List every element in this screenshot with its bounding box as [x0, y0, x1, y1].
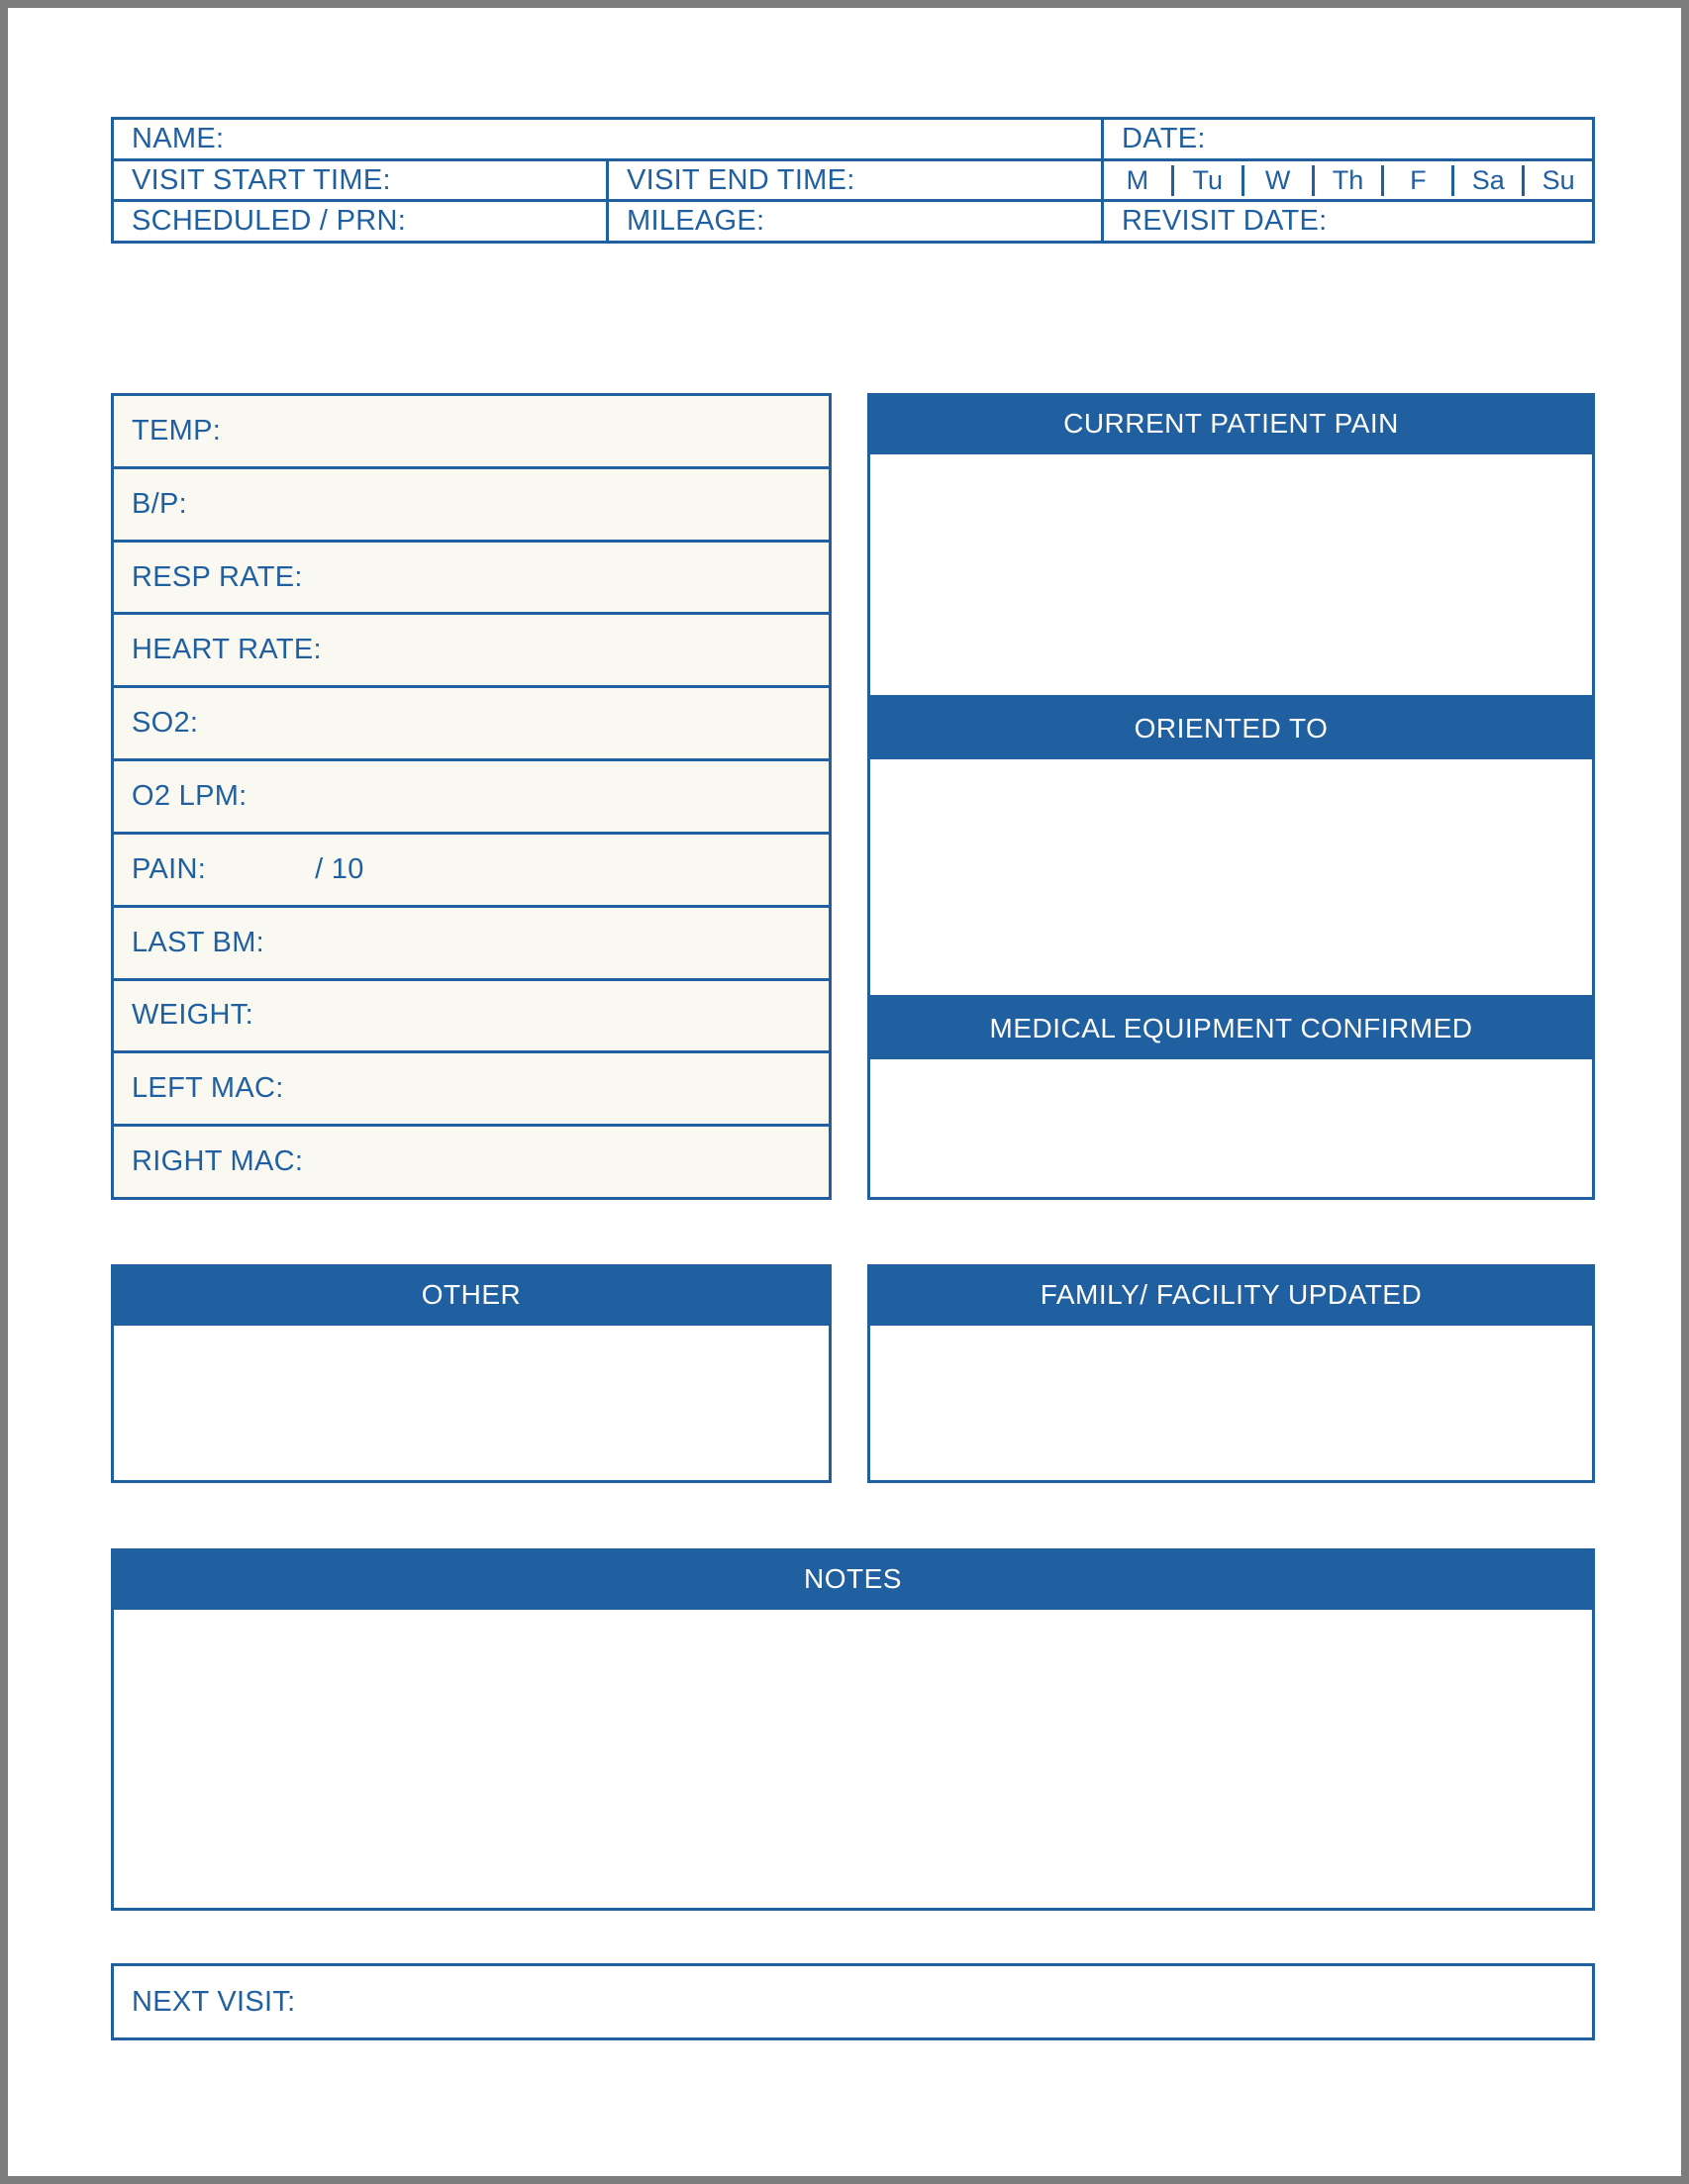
date-label: DATE:: [1122, 122, 1206, 154]
form-page: [8, 8, 1681, 2176]
table-row: [114, 161, 1592, 203]
vitals-row-so2[interactable]: [114, 688, 829, 761]
table-row: [114, 120, 1592, 161]
pain-scale-suffix: / 10: [315, 852, 364, 885]
resp-rate-label: RESP RATE:: [132, 560, 303, 593]
vitals-table: [111, 393, 832, 1200]
current-patient-pain-input[interactable]: [867, 454, 1595, 698]
vitals-row-right-mac[interactable]: [114, 1127, 829, 1197]
notes-header: NOTES: [111, 1548, 1595, 1610]
family-facility-updated-header: FAMILY/ FACILITY UPDATED: [867, 1264, 1595, 1326]
vitals-row-bp[interactable]: [114, 469, 829, 543]
last-bm-label: LAST BM:: [132, 926, 265, 958]
day-cell-friday[interactable]: F: [1384, 165, 1454, 196]
so2-label: SO2:: [132, 707, 199, 740]
family-facility-updated-input[interactable]: [867, 1326, 1595, 1483]
revisit-date-label: REVISIT DATE:: [1122, 205, 1328, 238]
revisit-date-cell[interactable]: [1104, 202, 1592, 241]
name-cell[interactable]: [114, 120, 1104, 158]
other-header: OTHER: [111, 1264, 832, 1326]
temp-label: TEMP:: [132, 414, 222, 447]
day-cell-thursday[interactable]: Th: [1315, 165, 1385, 196]
vitals-row-heart-rate[interactable]: [114, 615, 829, 688]
visit-start-time-cell[interactable]: [114, 161, 609, 200]
day-cell-tuesday[interactable]: Tu: [1174, 165, 1244, 196]
notes-input[interactable]: [111, 1610, 1595, 1911]
o2-lpm-label: O2 LPM:: [132, 779, 248, 812]
medical-equipment-confirmed-header: MEDICAL EQUIPMENT CONFIRMED: [867, 998, 1595, 1059]
scheduled-prn-cell[interactable]: [114, 202, 609, 241]
current-patient-pain-header: CURRENT PATIENT PAIN: [867, 393, 1595, 454]
name-label: NAME:: [132, 122, 225, 154]
vitals-row-weight[interactable]: [114, 981, 829, 1054]
day-cell-saturday[interactable]: Sa: [1454, 165, 1525, 196]
day-of-week-selector: [1104, 161, 1592, 200]
day-cell-sunday[interactable]: Su: [1541, 164, 1575, 195]
mileage-label: MILEAGE:: [627, 205, 765, 238]
other-input[interactable]: [111, 1326, 832, 1483]
vitals-row-left-mac[interactable]: [114, 1053, 829, 1127]
scheduled-prn-label: SCHEDULED / PRN:: [132, 205, 407, 238]
bp-label: B/P:: [132, 487, 187, 520]
heart-rate-label: HEART RATE:: [132, 634, 322, 666]
visit-end-time-label: VISIT END TIME:: [627, 163, 855, 196]
day-cell-monday[interactable]: M: [1104, 165, 1174, 196]
next-visit-label: NEXT VISIT:: [132, 1985, 296, 2018]
mileage-cell[interactable]: [609, 202, 1104, 241]
next-visit-cell[interactable]: [111, 1963, 1595, 2040]
vitals-row-resp-rate[interactable]: [114, 543, 829, 616]
date-cell[interactable]: [1104, 120, 1592, 158]
table-row: [114, 202, 1592, 241]
vitals-row-pain[interactable]: [114, 835, 829, 908]
left-mac-label: LEFT MAC:: [132, 1072, 284, 1105]
vitals-row-last-bm[interactable]: [114, 908, 829, 981]
oriented-to-input[interactable]: [867, 759, 1595, 998]
oriented-to-header: ORIENTED TO: [867, 698, 1595, 759]
medical-equipment-confirmed-input[interactable]: [867, 1059, 1595, 1200]
right-mac-label: RIGHT MAC:: [132, 1145, 304, 1178]
patient-identification-table: [111, 117, 1595, 244]
weight-label: WEIGHT:: [132, 999, 253, 1032]
vitals-row-o2-lpm[interactable]: [114, 761, 829, 835]
pain-label: PAIN:: [132, 852, 207, 885]
visit-end-time-cell[interactable]: [609, 161, 1104, 200]
day-cell-wednesday[interactable]: W: [1244, 165, 1315, 196]
vitals-row-temp[interactable]: [114, 396, 829, 469]
visit-start-time-label: VISIT START TIME:: [132, 163, 391, 196]
